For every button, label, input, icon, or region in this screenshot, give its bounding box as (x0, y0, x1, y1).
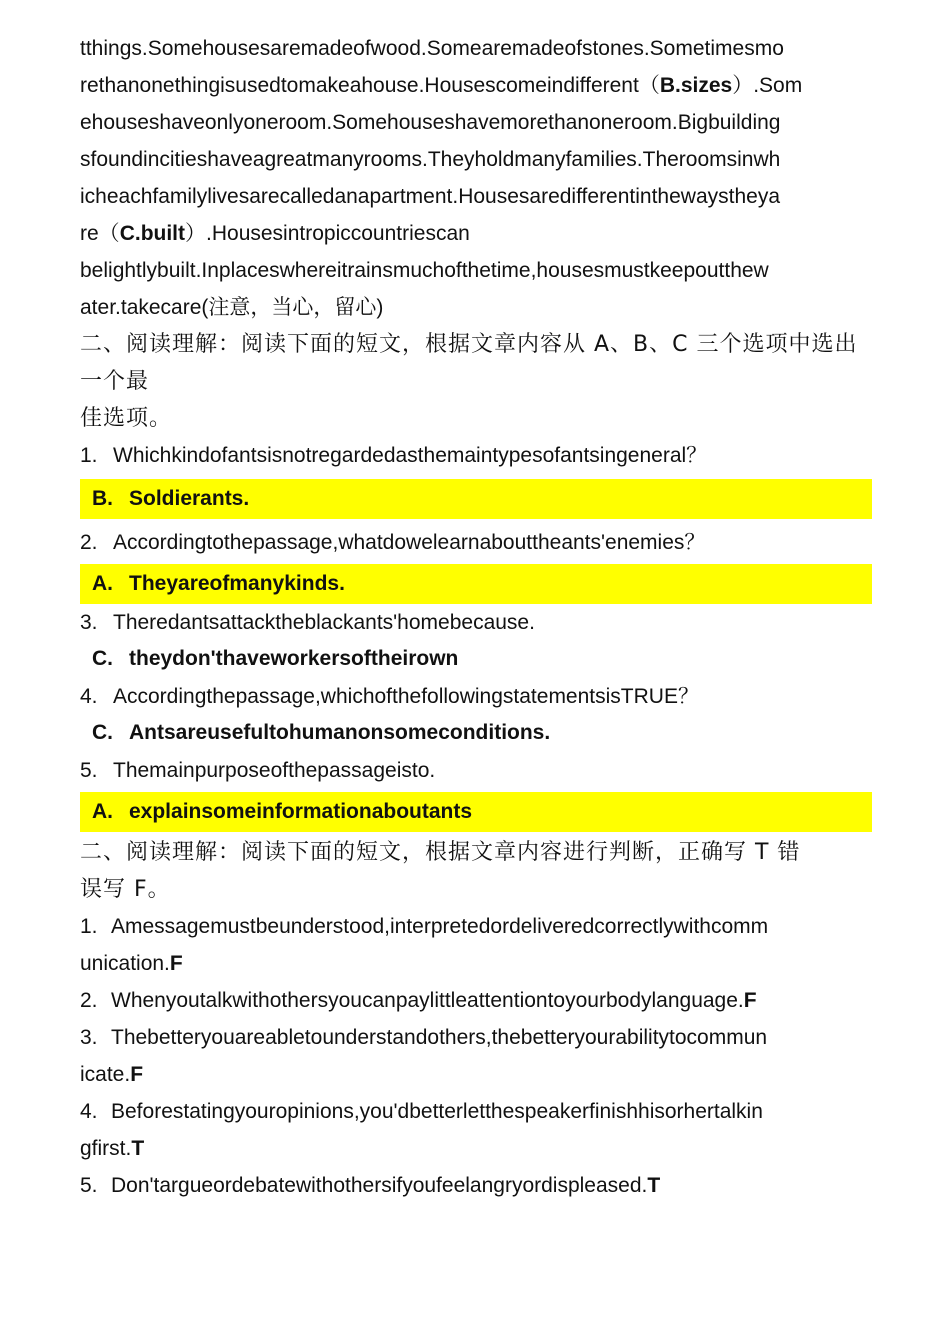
question-number: 1. (80, 444, 98, 467)
section-heading-cont: 误写 F。 (80, 877, 171, 902)
passage-line: tthings.Somehousesaremadeofwood.Somearemadeofstones.Sometimesmo (80, 37, 784, 60)
answer-letter: B. (92, 487, 113, 510)
answer-highlighted (80, 479, 872, 519)
answer-letter: C. (92, 721, 113, 744)
document-page (80, 30, 872, 1204)
passage-text: rethanonethingisusedtomakeahouse.Housescomeindifferent（ (80, 74, 660, 97)
question (80, 752, 872, 789)
question-number: 5. (80, 759, 98, 782)
answer-text: Theyareofmanykinds. (129, 572, 345, 595)
tf-item (80, 982, 872, 1019)
passage-text: ）.Housesintropiccountriescan (185, 222, 470, 245)
answer-text: explainsomeinformationaboutants (129, 800, 473, 823)
passage (80, 30, 872, 326)
question (80, 437, 872, 474)
passage-text: ）.Som (732, 74, 803, 97)
answer-letter: A. (92, 572, 113, 595)
tf-text: Thebetteryouareabletounderstandothers,thebetteryourabilitytocommun (111, 1026, 768, 1049)
passage-line (80, 67, 872, 104)
tf-mark: F (130, 1063, 144, 1086)
tf-item (80, 1093, 872, 1167)
tf-item (80, 908, 872, 982)
section-heading-cont: 佳选项。 (80, 406, 173, 431)
tf-text: Amessagemustbeunderstood,interpretedordeliveredcorrectlywithcomm (111, 915, 769, 938)
question (80, 678, 872, 715)
question-text: Accordingtothepassage,whatdowelearnabouttheants'enemies？ (113, 531, 706, 554)
question-text: Themainpurposeofthepassageisto. (113, 759, 436, 782)
passage-line: belightlybuilt.Inplaceswhereitrainsmuchofthetime,housesmustkeepoutthew (80, 259, 769, 282)
tf-text: icate. (80, 1063, 131, 1086)
tf-number: 2. (80, 989, 98, 1012)
answer-sizes: B.sizes (659, 74, 733, 97)
answer-built: C.built (119, 222, 186, 245)
question-text: Theredantsattacktheblackants'homebecause. (113, 611, 535, 634)
answer-highlighted (80, 792, 872, 832)
tf-item (80, 1019, 872, 1093)
passage-line: ehouseshaveonlyoneroom.Somehouseshavemorethanoneroom.Bigbuilding (80, 111, 781, 134)
question-number: 4. (80, 685, 98, 708)
question (80, 604, 872, 641)
answer-letter: C. (92, 647, 113, 670)
question-text: Whichkindofantsisnotregardedasthemaintypesofantsingeneral？ (113, 444, 708, 467)
tf-number: 4. (80, 1100, 98, 1123)
tf-text: unication. (80, 952, 170, 975)
section-heading: 二、阅读理解：阅读下面的短文，根据文章内容进行判断，正确写 T 错 (80, 840, 801, 865)
tf-text: Beforestatingyouropinions,you'dbetterletthespeakerfinishhisorhertalkin (111, 1100, 763, 1123)
tf-text: gfirst. (80, 1137, 132, 1160)
tf-text: Whenyoutalkwithothersyoucanpaylittleattentiontoyourbodylanguage. (111, 989, 744, 1012)
tf-mark: T (131, 1137, 145, 1160)
answer-letter: A. (92, 800, 113, 823)
passage-line: ater.takecare(注意，当心，留心) (80, 296, 384, 319)
answer-highlighted (80, 564, 872, 604)
tf-mark: F (743, 989, 757, 1012)
passage-line (80, 215, 872, 252)
tf-number: 5. (80, 1174, 98, 1197)
tf-number: 3. (80, 1026, 98, 1049)
question-number: 2. (80, 531, 98, 554)
tf-item (80, 1167, 872, 1204)
section-heading: 二、阅读理解：阅读下面的短文，根据文章内容从 A、B、C 三个选项中选出一个最 (80, 332, 858, 394)
passage-line: sfoundincitieshaveagreatmanyrooms.Theyholdmanyfamilies.Theroomsinwh (80, 148, 781, 171)
answer-text: theydon'thaveworkersoftheirown (129, 647, 459, 670)
answer (80, 715, 872, 752)
section-multiple-choice (80, 326, 872, 832)
answer-text: Soldierants. (129, 487, 250, 510)
question (80, 524, 872, 561)
tf-text: Don'targueordebatewithothersifyoufeelangryordispleased. (111, 1174, 648, 1197)
section-true-false (80, 834, 872, 1204)
tf-number: 1. (80, 915, 98, 938)
answer (80, 641, 872, 678)
passage-line: icheachfamilylivesarecalledanapartment.Housesaredifferentinthewaystheya (80, 185, 781, 208)
tf-mark: F (169, 952, 183, 975)
question-text: Accordingthepassage,whichofthefollowingstatementsisTRUE？ (113, 685, 699, 708)
tf-mark: T (647, 1174, 661, 1197)
passage-text: re（ (80, 222, 120, 245)
question-number: 3. (80, 611, 98, 634)
answer-text: Antsareusefultohumanonsomeconditions. (129, 721, 551, 744)
